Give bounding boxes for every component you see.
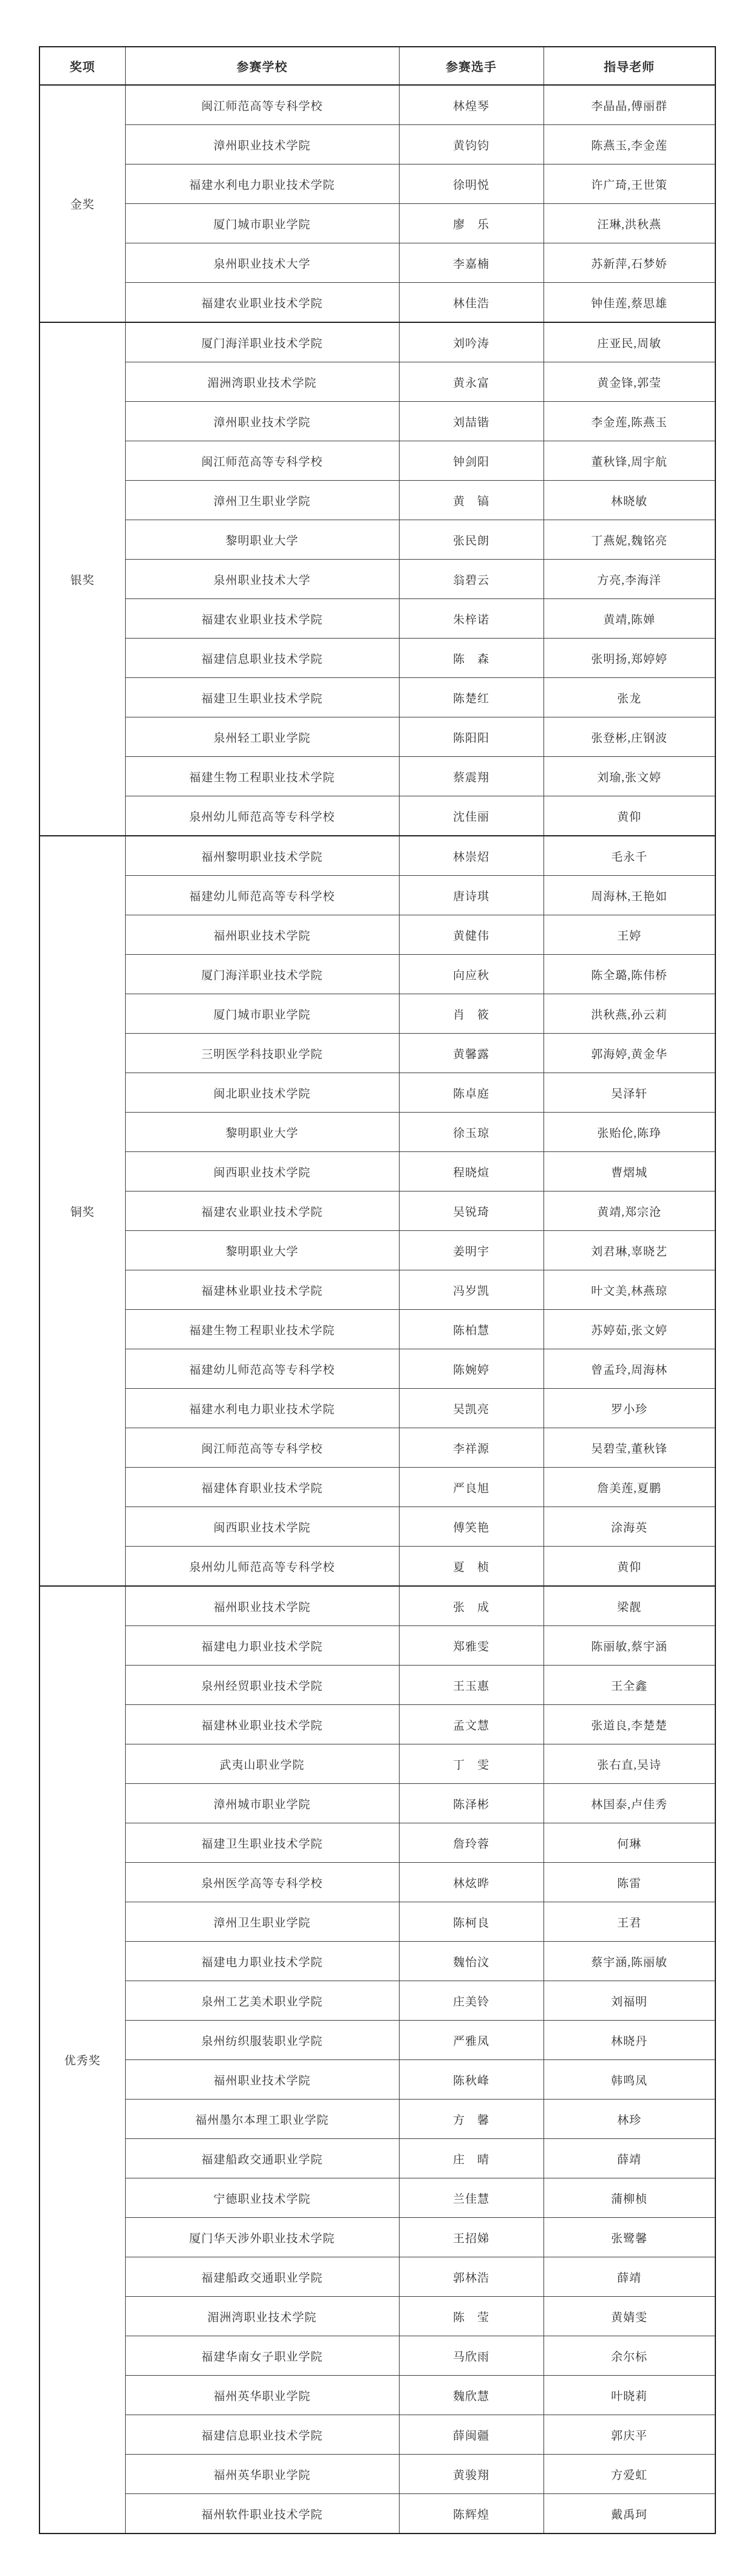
teacher-cell: 李金莲,陈燕玉: [543, 402, 715, 441]
contestant-cell: 陈卓庭: [399, 1073, 543, 1113]
school-cell: 福州英华职业学院: [125, 2376, 399, 2415]
contestant-cell: 薛闽疆: [399, 2415, 543, 2455]
school-cell: 湄洲湾职业技术学院: [125, 2297, 399, 2336]
award-cell: 银奖: [39, 322, 125, 836]
school-cell: 福建卫生职业技术学院: [125, 678, 399, 717]
contestant-cell: 詹玲蓉: [399, 1823, 543, 1863]
teacher-cell: 韩鸣凤: [543, 2060, 715, 2100]
contestant-cell: 陈阳阳: [399, 717, 543, 757]
table-row: [39, 1586, 715, 1626]
table-row: [39, 796, 715, 836]
contestant-cell: 吴锐琦: [399, 1191, 543, 1231]
header-row: [39, 47, 715, 85]
teacher-cell: 吴碧莹,董秋锋: [543, 1428, 715, 1468]
school-cell: 黎明职业大学: [125, 1231, 399, 1270]
contestant-cell: 张 成: [399, 1586, 543, 1626]
table-row: [39, 481, 715, 520]
header-contestant: 参赛选手: [399, 47, 543, 85]
contestant-cell: 冯岁凯: [399, 1270, 543, 1310]
table-row: [39, 1073, 715, 1113]
contestant-cell: 沈佳丽: [399, 796, 543, 836]
table-row: [39, 125, 715, 164]
school-cell: 福州黎明职业技术学院: [125, 836, 399, 876]
table-row: [39, 2376, 715, 2415]
table-row: [39, 1666, 715, 1705]
teacher-cell: 黄金锋,郭莹: [543, 362, 715, 402]
table-row: [39, 1507, 715, 1547]
teacher-cell: 董秋锋,周宇航: [543, 441, 715, 481]
table-row: [39, 639, 715, 678]
school-cell: 福建船政交通职业学院: [125, 2139, 399, 2178]
school-cell: 福建农业职业技术学院: [125, 1191, 399, 1231]
teacher-cell: 郭海婷,黄金华: [543, 1034, 715, 1073]
contestant-cell: 程晓煊: [399, 1152, 543, 1191]
contestant-cell: 林煌琴: [399, 85, 543, 125]
contestant-cell: 廖 乐: [399, 204, 543, 243]
table-row: [39, 2415, 715, 2455]
table-row: [39, 1113, 715, 1152]
contestant-cell: 王玉惠: [399, 1666, 543, 1705]
table-row: [39, 994, 715, 1034]
school-cell: 漳州职业技术学院: [125, 402, 399, 441]
teacher-cell: 蔡宇涵,陈丽敏: [543, 1942, 715, 1981]
teacher-cell: 叶晓莉: [543, 2376, 715, 2415]
table-row: [39, 2494, 715, 2534]
school-cell: 福建农业职业技术学院: [125, 283, 399, 323]
school-cell: 宁德职业技术学院: [125, 2178, 399, 2218]
table-row: [39, 915, 715, 955]
table-row: [39, 2060, 715, 2100]
school-cell: 闽江师范高等专科学校: [125, 85, 399, 125]
table-row: [39, 2257, 715, 2297]
school-cell: 福州职业技术学院: [125, 1586, 399, 1626]
table-row: [39, 164, 715, 204]
teacher-cell: 吴泽轩: [543, 1073, 715, 1113]
school-cell: 福州软件职业技术学院: [125, 2494, 399, 2534]
school-cell: 福建电力职业技术学院: [125, 1626, 399, 1666]
school-cell: 泉州职业技术大学: [125, 243, 399, 283]
school-cell: 闽西职业技术学院: [125, 1152, 399, 1191]
teacher-cell: 黄仰: [543, 1547, 715, 1587]
teacher-cell: 涂海英: [543, 1507, 715, 1547]
teacher-cell: 苏婷茹,张文婷: [543, 1310, 715, 1349]
teacher-cell: 王婷: [543, 915, 715, 955]
school-cell: 黎明职业大学: [125, 520, 399, 560]
teacher-cell: 罗小珍: [543, 1389, 715, 1428]
table-row: [39, 2336, 715, 2376]
table-row: [39, 1942, 715, 1981]
teacher-cell: 张登彬,庄钢波: [543, 717, 715, 757]
teacher-cell: 张右直,吴诗: [543, 1744, 715, 1784]
table-row: [39, 2100, 715, 2139]
table-row: [39, 1823, 715, 1863]
teacher-cell: 陈燕玉,李金莲: [543, 125, 715, 164]
school-cell: 闽江师范高等专科学校: [125, 441, 399, 481]
contestant-cell: 唐诗琪: [399, 876, 543, 915]
school-cell: 漳州职业技术学院: [125, 125, 399, 164]
teacher-cell: 方亮,李海洋: [543, 560, 715, 599]
teacher-cell: 余尔标: [543, 2336, 715, 2376]
contestant-cell: 郭林浩: [399, 2257, 543, 2297]
school-cell: 福建卫生职业技术学院: [125, 1823, 399, 1863]
school-cell: 泉州轻工职业学院: [125, 717, 399, 757]
table-row: [39, 1034, 715, 1073]
table-row: [39, 1310, 715, 1349]
contestant-cell: 肖 筱: [399, 994, 543, 1034]
contestant-cell: 郑雅雯: [399, 1626, 543, 1666]
table-row: [39, 1349, 715, 1389]
teacher-cell: 叶文美,林燕琼: [543, 1270, 715, 1310]
award-cell: 铜奖: [39, 836, 125, 1586]
school-cell: 福州职业技术学院: [125, 915, 399, 955]
school-cell: 福建信息职业技术学院: [125, 639, 399, 678]
teacher-cell: 王君: [543, 1902, 715, 1942]
table-row: [39, 520, 715, 560]
table-row: [39, 1547, 715, 1587]
teacher-cell: 林晓丹: [543, 2021, 715, 2060]
contestant-cell: 马欣雨: [399, 2336, 543, 2376]
table-row: [39, 2139, 715, 2178]
school-cell: 福建生物工程职业技术学院: [125, 757, 399, 796]
table-row: [39, 2178, 715, 2218]
contestant-cell: 陈 森: [399, 639, 543, 678]
table-row: [39, 283, 715, 323]
teacher-cell: 薛靖: [543, 2139, 715, 2178]
teacher-cell: 詹美莲,夏鹏: [543, 1468, 715, 1507]
teacher-cell: 张龙: [543, 678, 715, 717]
school-cell: 闽北职业技术学院: [125, 1073, 399, 1113]
school-cell: 福建林业职业技术学院: [125, 1705, 399, 1744]
school-cell: 闽西职业技术学院: [125, 1507, 399, 1547]
table-row: [39, 322, 715, 362]
teacher-cell: 李晶晶,傅丽群: [543, 85, 715, 125]
school-cell: 泉州职业技术大学: [125, 560, 399, 599]
table-row: [39, 204, 715, 243]
school-cell: 厦门海洋职业技术学院: [125, 322, 399, 362]
teacher-cell: 张鹭馨: [543, 2218, 715, 2257]
contestant-cell: 黄馨露: [399, 1034, 543, 1073]
school-cell: 福建船政交通职业学院: [125, 2257, 399, 2297]
teacher-cell: 毛永千: [543, 836, 715, 876]
school-cell: 泉州经贸职业技术学院: [125, 1666, 399, 1705]
teacher-cell: 郭庆平: [543, 2415, 715, 2455]
awards-table: [39, 46, 716, 2534]
teacher-cell: 林晓敏: [543, 481, 715, 520]
school-cell: 福建水利电力职业技术学院: [125, 164, 399, 204]
table-row: [39, 2021, 715, 2060]
school-cell: 漳州卫生职业学院: [125, 1902, 399, 1942]
contestant-cell: 魏欣慧: [399, 2376, 543, 2415]
contestant-cell: 陈婉婷: [399, 1349, 543, 1389]
school-cell: 福建信息职业技术学院: [125, 2415, 399, 2455]
teacher-cell: 刘君琳,辜晓艺: [543, 1231, 715, 1270]
contestant-cell: 孟文慧: [399, 1705, 543, 1744]
awards-table-body: [39, 85, 715, 2534]
award-cell: 优秀奖: [39, 1586, 125, 2534]
teacher-cell: 周海林,王艳如: [543, 876, 715, 915]
school-cell: 泉州幼儿师范高等专科学校: [125, 796, 399, 836]
contestant-cell: 庄美铃: [399, 1981, 543, 2021]
teacher-cell: 曾孟玲,周海林: [543, 1349, 715, 1389]
table-row: [39, 2218, 715, 2257]
contestant-cell: 黄永富: [399, 362, 543, 402]
school-cell: 福建电力职业技术学院: [125, 1942, 399, 1981]
contestant-cell: 陈楚红: [399, 678, 543, 717]
contestant-cell: 钟剑阳: [399, 441, 543, 481]
contestant-cell: 翁碧云: [399, 560, 543, 599]
school-cell: 福建体育职业技术学院: [125, 1468, 399, 1507]
teacher-cell: 梁靓: [543, 1586, 715, 1626]
contestant-cell: 蔡震翔: [399, 757, 543, 796]
contestant-cell: 朱梓诺: [399, 599, 543, 639]
school-cell: 漳州城市职业学院: [125, 1784, 399, 1823]
contestant-cell: 李嘉楠: [399, 243, 543, 283]
awards-table-container: [39, 46, 716, 2534]
school-cell: 厦门城市职业学院: [125, 994, 399, 1034]
school-cell: 福建生物工程职业技术学院: [125, 1310, 399, 1349]
contestant-cell: 吴凯亮: [399, 1389, 543, 1428]
contestant-cell: 陈柏慧: [399, 1310, 543, 1349]
contestant-cell: 方 馨: [399, 2100, 543, 2139]
teacher-cell: 王全鑫: [543, 1666, 715, 1705]
teacher-cell: 陈雷: [543, 1863, 715, 1902]
table-row: [39, 757, 715, 796]
teacher-cell: 张道良,李楚楚: [543, 1705, 715, 1744]
table-row: [39, 1705, 715, 1744]
table-row: [39, 1863, 715, 1902]
header-school: 参赛学校: [125, 47, 399, 85]
table-row: [39, 1981, 715, 2021]
contestant-cell: 林炫晔: [399, 1863, 543, 1902]
school-cell: 福州英华职业学院: [125, 2455, 399, 2494]
teacher-cell: 刘瑜,张文婷: [543, 757, 715, 796]
school-cell: 厦门海洋职业技术学院: [125, 955, 399, 994]
contestant-cell: 傅笑艳: [399, 1507, 543, 1547]
header-teacher: 指导老师: [543, 47, 715, 85]
contestant-cell: 张民朗: [399, 520, 543, 560]
table-row: [39, 243, 715, 283]
teacher-cell: 陈全璐,陈伟桥: [543, 955, 715, 994]
teacher-cell: 张贻伦,陈琤: [543, 1113, 715, 1152]
school-cell: 福建林业职业技术学院: [125, 1270, 399, 1310]
teacher-cell: 方爱虹: [543, 2455, 715, 2494]
school-cell: 福州墨尔本理工职业学院: [125, 2100, 399, 2139]
table-row: [39, 85, 715, 125]
school-cell: 三明医学科技职业学院: [125, 1034, 399, 1073]
table-row: [39, 1626, 715, 1666]
school-cell: 漳州卫生职业学院: [125, 481, 399, 520]
table-row: [39, 441, 715, 481]
contestant-cell: 严良旭: [399, 1468, 543, 1507]
table-row: [39, 1468, 715, 1507]
contestant-cell: 向应秋: [399, 955, 543, 994]
school-cell: 武夷山职业学院: [125, 1744, 399, 1784]
table-row: [39, 955, 715, 994]
contestant-cell: 陈 莹: [399, 2297, 543, 2336]
contestant-cell: 林崇炤: [399, 836, 543, 876]
school-cell: 福建幼儿师范高等专科学校: [125, 876, 399, 915]
contestant-cell: 丁 雯: [399, 1744, 543, 1784]
school-cell: 福建水利电力职业技术学院: [125, 1389, 399, 1428]
table-row: [39, 362, 715, 402]
contestant-cell: 徐玉琼: [399, 1113, 543, 1152]
school-cell: 泉州医学高等专科学校: [125, 1863, 399, 1902]
teacher-cell: 黄婧雯: [543, 2297, 715, 2336]
table-row: [39, 1784, 715, 1823]
table-row: [39, 1152, 715, 1191]
teacher-cell: 陈丽敏,蔡宇涵: [543, 1626, 715, 1666]
award-cell: 金奖: [39, 85, 125, 322]
table-row: [39, 2297, 715, 2336]
teacher-cell: 刘福明: [543, 1981, 715, 2021]
contestant-cell: 兰佳慧: [399, 2178, 543, 2218]
teacher-cell: 戴禹珂: [543, 2494, 715, 2534]
teacher-cell: 洪秋燕,孙云莉: [543, 994, 715, 1034]
school-cell: 黎明职业大学: [125, 1113, 399, 1152]
contestant-cell: 黄骏翔: [399, 2455, 543, 2494]
header-award: 奖项: [39, 47, 125, 85]
table-row: [39, 876, 715, 915]
teacher-cell: 林珍: [543, 2100, 715, 2139]
school-cell: 闽江师范高等专科学校: [125, 1428, 399, 1468]
contestant-cell: 林佳浩: [399, 283, 543, 323]
teacher-cell: 张明扬,郑婷婷: [543, 639, 715, 678]
school-cell: 泉州幼儿师范高等专科学校: [125, 1547, 399, 1587]
contestant-cell: 陈辉煌: [399, 2494, 543, 2534]
contestant-cell: 夏 桢: [399, 1547, 543, 1587]
teacher-cell: 许广琦,王世策: [543, 164, 715, 204]
teacher-cell: 黄靖,郑宗沧: [543, 1191, 715, 1231]
contestant-cell: 刘吟涛: [399, 322, 543, 362]
contestant-cell: 姜明宇: [399, 1231, 543, 1270]
contestant-cell: 李祥源: [399, 1428, 543, 1468]
school-cell: 福建华南女子职业学院: [125, 2336, 399, 2376]
contestant-cell: 庄 晴: [399, 2139, 543, 2178]
contestant-cell: 严雅凤: [399, 2021, 543, 2060]
table-row: [39, 1902, 715, 1942]
school-cell: 厦门华天涉外职业技术学院: [125, 2218, 399, 2257]
teacher-cell: 钟佳莲,蔡思雄: [543, 283, 715, 323]
teacher-cell: 何琳: [543, 1823, 715, 1863]
teacher-cell: 曹熠城: [543, 1152, 715, 1191]
school-cell: 泉州纺织服装职业学院: [125, 2021, 399, 2060]
school-cell: 福建农业职业技术学院: [125, 599, 399, 639]
school-cell: 泉州工艺美术职业学院: [125, 1981, 399, 2021]
table-row: [39, 836, 715, 876]
contestant-cell: 黄健伟: [399, 915, 543, 955]
table-row: [39, 560, 715, 599]
contestant-cell: 王招娣: [399, 2218, 543, 2257]
table-row: [39, 1428, 715, 1468]
teacher-cell: 汪琳,洪秋燕: [543, 204, 715, 243]
school-cell: 厦门城市职业学院: [125, 204, 399, 243]
contestant-cell: 刘喆锴: [399, 402, 543, 441]
contestant-cell: 陈泽彬: [399, 1784, 543, 1823]
school-cell: 福州职业技术学院: [125, 2060, 399, 2100]
table-row: [39, 402, 715, 441]
table-row: [39, 1191, 715, 1231]
table-row: [39, 1231, 715, 1270]
contestant-cell: 魏怡汶: [399, 1942, 543, 1981]
school-cell: 福建幼儿师范高等专科学校: [125, 1349, 399, 1389]
contestant-cell: 陈秋峰: [399, 2060, 543, 2100]
contestant-cell: 黄钧钧: [399, 125, 543, 164]
teacher-cell: 黄仰: [543, 796, 715, 836]
teacher-cell: 林国泰,卢佳秀: [543, 1784, 715, 1823]
contestant-cell: 徐明悦: [399, 164, 543, 204]
table-row: [39, 2455, 715, 2494]
contestant-cell: 黄 镐: [399, 481, 543, 520]
teacher-cell: 蒲柳桢: [543, 2178, 715, 2218]
contestant-cell: 陈柯良: [399, 1902, 543, 1942]
teacher-cell: 苏新萍,石梦娇: [543, 243, 715, 283]
teacher-cell: 丁燕妮,魏铭亮: [543, 520, 715, 560]
table-row: [39, 599, 715, 639]
teacher-cell: 庄亚民,周敏: [543, 322, 715, 362]
table-row: [39, 1270, 715, 1310]
school-cell: 湄洲湾职业技术学院: [125, 362, 399, 402]
table-row: [39, 678, 715, 717]
table-row: [39, 1389, 715, 1428]
teacher-cell: 黄靖,陈婵: [543, 599, 715, 639]
table-row: [39, 1744, 715, 1784]
teacher-cell: 薛靖: [543, 2257, 715, 2297]
table-row: [39, 717, 715, 757]
